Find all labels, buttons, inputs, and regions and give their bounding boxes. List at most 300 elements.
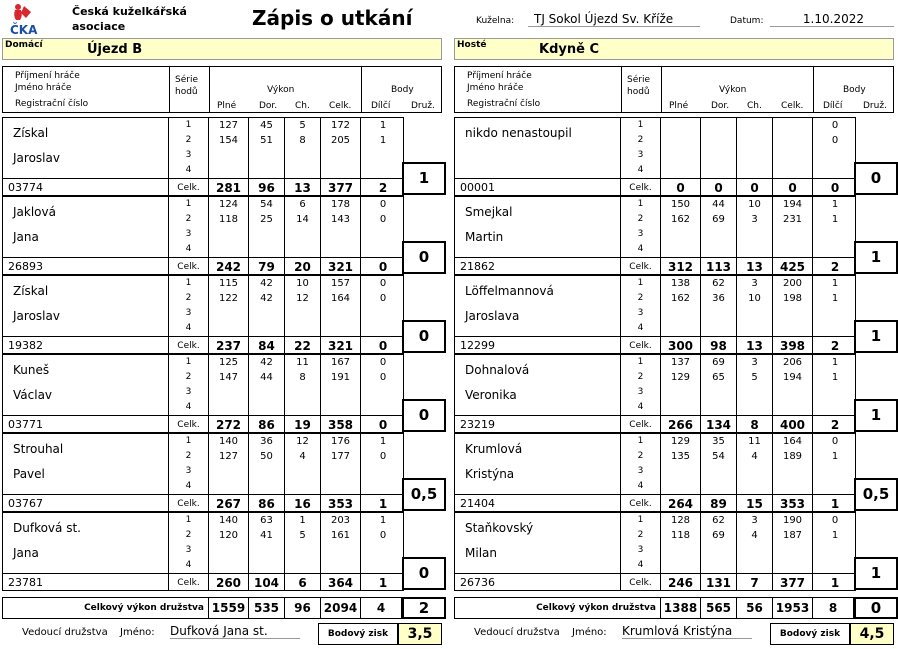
dor-value: [249, 479, 285, 494]
series-row: [169, 370, 403, 385]
row-divider: [455, 415, 620, 416]
series-number: 2: [621, 133, 661, 148]
home-team-points-box: 0: [402, 241, 446, 274]
away-team-total-points: 0: [854, 597, 898, 619]
dor-value: [249, 385, 285, 400]
dilci-value: 0: [379, 451, 387, 462]
dilci-value: 0: [831, 120, 839, 131]
plne-value: [661, 385, 701, 400]
dor-value: [249, 227, 285, 242]
celk-value: [773, 321, 813, 336]
ch-value: [737, 306, 773, 321]
player-surname: Dohnalová: [465, 363, 530, 377]
row-divider: [455, 257, 620, 258]
home-player-score-grid: [168, 354, 404, 433]
plne-col-label: Plné: [217, 101, 237, 111]
dor-value: 54: [701, 449, 737, 464]
total-celk: 353: [773, 495, 813, 512]
player-registration: 21404: [460, 497, 495, 510]
celk-value: 143: [321, 212, 361, 227]
celk-value: 157: [321, 276, 361, 291]
series-row: [621, 212, 855, 227]
series-row: [621, 558, 855, 573]
dor-value: [701, 321, 737, 336]
page-title: Zápis o utkání: [252, 6, 413, 30]
player-registration: 23219: [460, 418, 495, 431]
celk-value: [321, 242, 361, 257]
dilci-value: 0: [379, 199, 387, 210]
celk-value: [773, 464, 813, 479]
series-number: 2: [621, 291, 661, 306]
celk-label: Celk.: [169, 416, 209, 433]
player-col-label: Příjmení hráče: [467, 71, 532, 81]
dilci-value: [813, 558, 857, 573]
dilci-value: [813, 163, 857, 178]
home-player-score-grid: [168, 275, 404, 354]
home-team-points-box: 0,5: [402, 478, 446, 511]
player-col-label: Jméno hráče: [15, 83, 72, 93]
away-player-score-grid: [620, 196, 856, 275]
celk-value: [773, 479, 813, 494]
ch-value: 3: [737, 355, 773, 370]
ch-value: 5: [285, 118, 321, 133]
player-first-name: Jana: [13, 230, 39, 244]
series-row: [169, 242, 403, 257]
series-number: 1: [169, 513, 209, 528]
away-team-total: [454, 597, 854, 619]
plne-value: [661, 133, 701, 148]
player-registration: 19382: [8, 339, 43, 352]
dilci-value: [813, 148, 857, 163]
total-dor: 113: [701, 258, 737, 275]
row-divider: [3, 494, 168, 495]
row-divider: [455, 178, 620, 179]
total-dor: 131: [701, 574, 737, 591]
total-dilci: 2: [378, 181, 388, 195]
home-player-info: [2, 433, 168, 512]
series-row: [169, 118, 403, 133]
series-number: 3: [621, 464, 661, 479]
total-dor: 86: [249, 416, 285, 433]
dilci-value: [361, 479, 405, 494]
away-player-info: [454, 354, 620, 433]
total-dilci: 1: [378, 576, 388, 590]
ch-value: [285, 163, 321, 178]
dilci-value: [813, 479, 857, 494]
series-number: 2: [169, 291, 209, 306]
series-number: 4: [621, 242, 661, 257]
total-ch: 13: [285, 179, 321, 196]
home-leader-name: Dufková Jana st.: [170, 624, 300, 639]
away-player-score-grid: [620, 512, 856, 591]
plne-value: 118: [661, 528, 701, 543]
team-ch: 56: [737, 598, 773, 618]
total-dor: 84: [249, 337, 285, 354]
player-surname: Löffelmannová: [465, 284, 554, 298]
home-team-name: Újezd B: [87, 42, 143, 57]
player-registration: 03771: [8, 418, 43, 431]
player-col-label: Registrační číslo: [15, 99, 89, 109]
celk-label: Celk.: [169, 179, 209, 196]
total-ch: 13: [737, 258, 773, 275]
plne-value: 138: [661, 276, 701, 291]
player-registration: 21862: [460, 260, 495, 273]
total-dilci: 0: [378, 418, 388, 432]
row-divider: [3, 415, 168, 416]
dor-value: 42: [249, 291, 285, 306]
plne-value: 137: [661, 355, 701, 370]
dor-value: [701, 118, 737, 133]
dor-value: [701, 133, 737, 148]
series-number: 4: [169, 321, 209, 336]
plne-value: 150: [661, 197, 701, 212]
player-total-row: [169, 494, 403, 512]
dilci-value: 0: [379, 293, 387, 304]
away-team-points-box: 1: [854, 399, 898, 432]
ch-value: [737, 385, 773, 400]
row-divider: [455, 573, 620, 574]
dor-value: [249, 148, 285, 163]
dilci-value: 0: [379, 530, 387, 541]
date-value: 1.10.2022: [770, 12, 894, 27]
away-player-info: [454, 117, 620, 196]
home-name-label: Jméno:: [120, 627, 155, 638]
total-ch: 22: [285, 337, 321, 354]
team-celk: 2094: [321, 598, 361, 618]
plne-value: [209, 321, 249, 336]
series-number: 1: [169, 197, 209, 212]
home-player-score-grid: [168, 512, 404, 591]
celk-value: [773, 385, 813, 400]
player-surname: Jaklová: [13, 205, 56, 219]
ch-value: [285, 479, 321, 494]
home-label: Domácí: [5, 40, 43, 50]
player-surname: Získal: [13, 126, 49, 140]
plne-value: 127: [209, 118, 249, 133]
total-celk: 358: [321, 416, 361, 433]
total-plne: 312: [661, 258, 701, 275]
celk-value: 194: [773, 197, 813, 212]
series-row: [169, 212, 403, 227]
away-column-header: [454, 66, 894, 113]
druz-col-label: Druž.: [411, 101, 435, 111]
ch-value: 4: [737, 449, 773, 464]
body-col-label: Body: [843, 85, 866, 95]
ch-value: 3: [737, 276, 773, 291]
home-column-header: [2, 66, 442, 113]
player-registration: 23781: [8, 576, 43, 589]
total-dor: 79: [249, 258, 285, 275]
celk-label: Celk.: [169, 337, 209, 354]
ch-value: [737, 558, 773, 573]
celk-value: [321, 227, 361, 242]
player-col-label: Příjmení hráče: [15, 71, 80, 81]
dilci-value: [361, 385, 405, 400]
column-divider: [361, 67, 362, 112]
dilci-value: [361, 321, 405, 336]
celk-value: [773, 543, 813, 558]
dilci-value: 1: [831, 199, 839, 210]
celk-value: 178: [321, 197, 361, 212]
ch-value: [285, 464, 321, 479]
dor-value: 51: [249, 133, 285, 148]
celk-col-label: Celk.: [329, 101, 352, 111]
player-first-name: Jaroslava: [465, 309, 520, 323]
dilci-value: [361, 558, 405, 573]
series-number: 1: [169, 355, 209, 370]
series-number: 3: [169, 227, 209, 242]
away-player-info: [454, 433, 620, 512]
dor-value: [701, 400, 737, 415]
total-celk: 425: [773, 258, 813, 275]
ch-value: 5: [285, 528, 321, 543]
ch-col-label: Ch.: [747, 101, 762, 111]
ch-value: [737, 543, 773, 558]
series-number: 1: [621, 434, 661, 449]
dor-value: 69: [701, 355, 737, 370]
druz-col-label: Druž.: [863, 101, 887, 111]
ch-value: 11: [285, 355, 321, 370]
player-first-name: Kristýna: [465, 467, 515, 481]
ch-value: [285, 558, 321, 573]
total-celk: 0: [773, 179, 813, 196]
away-leader-name: Krumlová Kristýna: [622, 624, 752, 639]
series-row: [169, 148, 403, 163]
celk-value: [321, 400, 361, 415]
ch-value: 10: [737, 197, 773, 212]
plne-value: 122: [209, 291, 249, 306]
dor-value: [249, 464, 285, 479]
ch-value: [285, 400, 321, 415]
total-ch: 16: [285, 495, 321, 512]
player-total-row: [169, 573, 403, 591]
away-zisk-value: 4,5: [850, 623, 894, 645]
dor-value: 50: [249, 449, 285, 464]
celk-value: 164: [773, 434, 813, 449]
column-divider: [621, 67, 622, 112]
series-number: 2: [169, 449, 209, 464]
dilci-value: 0: [379, 278, 387, 289]
plne-value: [209, 385, 249, 400]
total-dor: 98: [701, 337, 737, 354]
venue-value: TJ Sokol Újezd Sv. Kříže: [528, 12, 700, 27]
dor-col-label: Dor.: [711, 101, 730, 111]
total-dor: 86: [249, 495, 285, 512]
series-row: [169, 133, 403, 148]
player-registration: 03774: [8, 181, 43, 194]
date-label: Datum:: [730, 16, 764, 26]
away-team-points-box: 0,5: [854, 478, 898, 511]
column-divider: [813, 67, 814, 112]
total-dilci: 0: [378, 339, 388, 353]
column-divider: [661, 67, 662, 112]
series-row: [621, 306, 855, 321]
player-registration: 03767: [8, 497, 43, 510]
dilci-value: [813, 464, 857, 479]
total-celk: 377: [321, 179, 361, 196]
dor-value: 42: [249, 276, 285, 291]
series-number: 1: [621, 197, 661, 212]
player-registration: 26736: [460, 576, 495, 589]
series-row: [621, 355, 855, 370]
dilci-value: 1: [379, 436, 387, 447]
series-row: [169, 434, 403, 449]
team-total-label: Celkový výkon družstva: [455, 598, 661, 618]
ch-value: [285, 321, 321, 336]
player-surname: Získal: [13, 284, 49, 298]
series-number: 3: [169, 543, 209, 558]
total-ch: 19: [285, 416, 321, 433]
total-celk: 400: [773, 416, 813, 433]
team-dor: 535: [249, 598, 285, 618]
player-surname: Strouhal: [13, 442, 64, 456]
plne-value: [661, 558, 701, 573]
celk-value: 176: [321, 434, 361, 449]
series-row: [621, 400, 855, 415]
dilci-value: 1: [831, 278, 839, 289]
column-divider: [209, 67, 210, 112]
series-row: [169, 321, 403, 336]
player-total-row: [621, 178, 855, 196]
away-team-points-box: 1: [854, 241, 898, 274]
home-zisk-value: 3,5: [398, 623, 442, 645]
series-number: 3: [621, 385, 661, 400]
celk-value: [321, 543, 361, 558]
celk-value: 205: [321, 133, 361, 148]
ch-value: [737, 479, 773, 494]
total-ch: 15: [737, 495, 773, 512]
total-plne: 260: [209, 574, 249, 591]
series-row: [621, 197, 855, 212]
total-celk: 377: [773, 574, 813, 591]
home-player-info: [2, 354, 168, 433]
dor-value: [701, 242, 737, 257]
series-number: 1: [169, 276, 209, 291]
series-number: 4: [621, 400, 661, 415]
series-number: 1: [621, 513, 661, 528]
series-number: 2: [169, 370, 209, 385]
away-player-info: [454, 275, 620, 354]
team-ch: 96: [285, 598, 321, 618]
celk-value: [321, 321, 361, 336]
series-row: [169, 400, 403, 415]
row-divider: [3, 178, 168, 179]
dor-value: 63: [249, 513, 285, 528]
celk-value: 190: [773, 513, 813, 528]
dor-value: 42: [249, 355, 285, 370]
player-total-row: [621, 257, 855, 275]
home-zisk-label: Bodový zisk: [318, 623, 398, 645]
plne-value: 127: [209, 449, 249, 464]
celk-value: 164: [321, 291, 361, 306]
dor-value: [701, 148, 737, 163]
series-row: [621, 385, 855, 400]
player-col-label: Registrační číslo: [467, 99, 541, 109]
celk-value: 200: [773, 276, 813, 291]
celk-label: Celk.: [169, 495, 209, 512]
dilci-value: [361, 148, 405, 163]
plne-value: [209, 464, 249, 479]
row-divider: [3, 257, 168, 258]
player-first-name: Václav: [13, 388, 53, 402]
dilci-value: 1: [831, 372, 839, 383]
total-ch: 7: [737, 574, 773, 591]
cka-logo: [4, 2, 44, 36]
total-celk: 353: [321, 495, 361, 512]
dilci-value: 0: [831, 135, 839, 146]
player-total-row: [621, 494, 855, 512]
plne-value: 129: [661, 434, 701, 449]
ch-value: 14: [285, 212, 321, 227]
player-surname: nikdo nenastoupil: [465, 126, 572, 140]
total-plne: 246: [661, 574, 701, 591]
celk-label: Celk.: [621, 258, 661, 275]
plne-value: [661, 118, 701, 133]
player-total-row: [621, 573, 855, 591]
series-col-label: Série: [175, 75, 198, 85]
ch-value: [285, 543, 321, 558]
away-player-info: [454, 512, 620, 591]
player-surname: Smejkal: [465, 205, 513, 219]
dor-value: [701, 479, 737, 494]
plne-value: [661, 543, 701, 558]
player-first-name: Milan: [465, 546, 497, 560]
ch-value: [737, 118, 773, 133]
series-row: [169, 543, 403, 558]
plne-value: [209, 479, 249, 494]
series-row: [169, 276, 403, 291]
dilci-value: 0: [831, 436, 839, 447]
dilci-value: [361, 306, 405, 321]
dor-col-label: Dor.: [259, 101, 278, 111]
ch-value: [285, 306, 321, 321]
series-number: 2: [621, 370, 661, 385]
celk-value: [773, 400, 813, 415]
body-col-label: Body: [391, 85, 414, 95]
org-line2: asociace: [72, 20, 126, 33]
total-dilci: 2: [830, 418, 840, 432]
vykon-col-label: Výkon: [267, 85, 295, 95]
total-ch: 0: [737, 179, 773, 196]
dor-value: 36: [249, 434, 285, 449]
dilci-value: [361, 163, 405, 178]
home-team-total: [2, 597, 402, 619]
dilci-value: 1: [831, 214, 839, 225]
series-number: 3: [169, 385, 209, 400]
home-team-bar: [2, 38, 442, 60]
column-divider: [169, 67, 170, 112]
plne-value: 129: [661, 370, 701, 385]
series-row: [169, 355, 403, 370]
dor-value: 25: [249, 212, 285, 227]
series-row: [621, 163, 855, 178]
dor-value: 69: [701, 212, 737, 227]
player-first-name: Veronika: [465, 388, 517, 402]
player-total-row: [169, 415, 403, 433]
ch-value: 12: [285, 434, 321, 449]
dilci-value: 1: [831, 357, 839, 368]
dilci-value: [361, 464, 405, 479]
row-divider: [3, 573, 168, 574]
player-total-row: [621, 415, 855, 433]
away-zisk-label: Bodový zisk: [770, 623, 850, 645]
total-dilci: 0: [378, 260, 388, 274]
total-plne: 272: [209, 416, 249, 433]
dilci-col-label: Dílčí: [823, 101, 843, 111]
dilci-value: 1: [379, 515, 387, 526]
series-col-label: hodů: [175, 87, 198, 97]
ch-value: 10: [285, 276, 321, 291]
